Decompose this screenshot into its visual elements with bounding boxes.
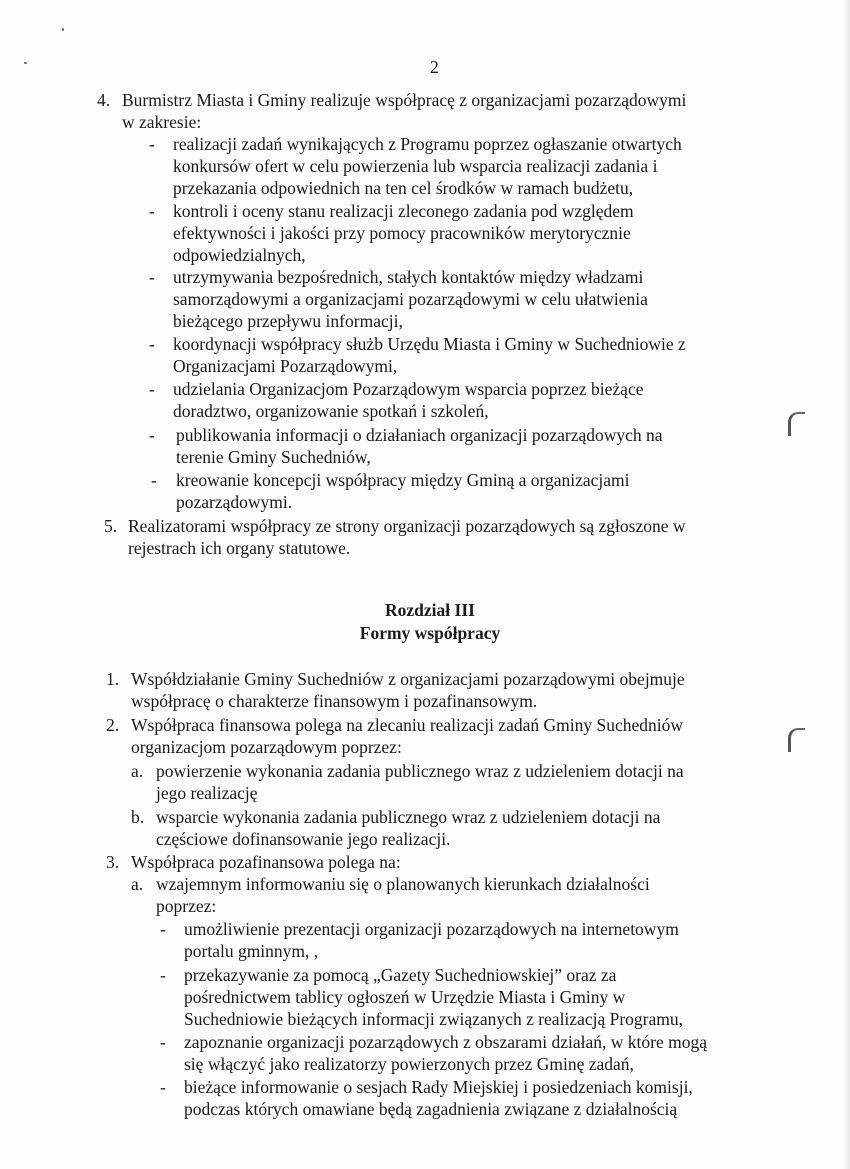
list-item-line: konkursów ofert w celu powierzenia lub wsparcia realizacji zadania i xyxy=(173,156,658,176)
list-item-line: umożliwienie prezentacji organizacji pozarządowych na internetowym xyxy=(184,919,679,939)
list-item-line: efektywności i jakości przy pomocy pracowników merytorycznie xyxy=(173,223,631,243)
page-number: 2 xyxy=(430,57,439,77)
dash-bullet: - xyxy=(149,201,155,221)
binder-hole-mark xyxy=(788,728,805,752)
paragraph-line: współpracę o charakterze finansowym i pozafinansowym. xyxy=(131,691,538,711)
dash-bullet: - xyxy=(149,334,155,354)
list-item-line: przekazania odpowiednich na ten cel środków w ramach budżetu, xyxy=(173,178,634,198)
list-item-line: jego realizację xyxy=(156,783,258,803)
list-item-line: wsparcie wykonania zadania publicznego wraz z udzieleniem dotacji na xyxy=(156,807,661,827)
paragraph-line: Realizatorami współpracy ze strony organizacji pozarządowych są zgłoszone w xyxy=(128,516,686,536)
list-item-line: odpowiedzialnych, xyxy=(173,245,306,265)
list-item-line: Organizacjami Pozarządowymi, xyxy=(173,356,398,376)
list-number: 4. xyxy=(97,90,111,110)
scan-speck xyxy=(24,62,27,64)
list-item-line: utrzymywania bezpośrednich, stałych kontaktów między władzami xyxy=(173,267,644,287)
list-item-line: doradztwo, organizowanie spotkań i szkoleń, xyxy=(173,401,489,421)
list-item-line: udzielania Organizacjom Pozarządowym wsparcia poprzez bieżące xyxy=(173,379,644,399)
list-item-line: Suchedniowie bieżących informacji związanych z realizacją Programu, xyxy=(184,1009,683,1029)
list-item-line: pozarządowymi. xyxy=(176,492,293,512)
list-letter: b. xyxy=(131,807,145,827)
paragraph-line: Współpraca pozafinansowa polega na: xyxy=(131,852,401,872)
list-item-line: koordynacji współpracy służb Urzędu Miasta i Gminy w Suchedniowie z xyxy=(173,334,686,354)
binder-hole-mark xyxy=(788,412,805,436)
list-item-line: realizacji zadań wynikających z Programu poprzez ogłaszanie otwartych xyxy=(173,134,682,154)
chapter-subtitle: Formy współpracy xyxy=(359,623,501,643)
chapter-title: Rozdział III xyxy=(385,600,475,620)
dash-bullet: - xyxy=(160,1077,166,1097)
list-item-line: częściowe dofinansowanie jego realizacji. xyxy=(156,829,451,849)
list-item-line: wzajemnym informowaniu się o planowanych kierunkach działalności xyxy=(156,874,650,894)
paragraph-line: organizacjom pozarządowym poprzez: xyxy=(131,737,402,757)
list-item-line: terenie Gminy Suchedniów, xyxy=(176,447,371,467)
dash-bullet: - xyxy=(151,470,157,490)
paragraph-line: Współpraca finansowa polega na zlecaniu realizacji zadań Gminy Suchedniów xyxy=(131,715,683,735)
dash-bullet: - xyxy=(149,267,155,287)
scan-speck xyxy=(62,28,64,31)
list-letter: a. xyxy=(131,874,144,894)
list-item-line: przekazywanie za pomocą „Gazety Suchedniowskiej” oraz za xyxy=(184,965,617,985)
list-number: 2. xyxy=(106,715,120,735)
list-item-line: powierzenie wykonania zadania publicznego wraz z udzieleniem dotacji na xyxy=(156,761,684,781)
list-letter: a. xyxy=(131,761,144,781)
paragraph-line: rejestrach ich organy statutowe. xyxy=(128,538,351,558)
paragraph-line: Współdziałanie Gminy Suchedniów z organizacjami pozarządowymi obejmuje xyxy=(131,669,685,689)
list-item-line: publikowania informacji o działaniach organizacji pozarządowych na xyxy=(176,425,663,445)
paragraph-line: Burmistrz Miasta i Gminy realizuje współpracę z organizacjami pozarządowymi xyxy=(122,90,687,110)
dash-bullet: - xyxy=(149,134,155,154)
list-item-line: podczas których omawiane będą zagadnienia związane z działalnością xyxy=(184,1099,678,1119)
dash-bullet: - xyxy=(160,965,166,985)
list-number: 5. xyxy=(104,516,118,536)
list-item-line: zapoznanie organizacji pozarządowych z obszarami działań, w które mogą xyxy=(184,1032,707,1052)
paragraph-line: w zakresie: xyxy=(122,112,202,132)
list-item-line: pośrednictwem tablicy ogłoszeń w Urzędzie Miasta i Gminy w xyxy=(184,987,626,1007)
list-item-line: bieżącego przepływu informacji, xyxy=(173,311,403,331)
list-item-line: samorządowymi a organizacjami pozarządowymi w celu ułatwienia xyxy=(173,289,648,309)
list-number: 1. xyxy=(106,669,120,689)
list-item-line: bieżące informowanie o sesjach Rady Miejskiej i posiedzeniach komisji, xyxy=(184,1077,693,1097)
dash-bullet: - xyxy=(149,425,155,445)
list-item-line: poprzez: xyxy=(156,896,217,916)
list-item-line: się włączyć jako realizatorzy powierzonych przez Gminę zadań, xyxy=(184,1054,634,1074)
list-item-line: kreowanie koncepcji współpracy między Gminą a organizacjami xyxy=(176,470,630,490)
list-number: 3. xyxy=(106,852,120,872)
list-item-line: kontroli i oceny stanu realizacji zleconego zadania pod względem xyxy=(173,201,634,221)
list-item-line: portalu gminnym, , xyxy=(184,941,319,961)
dash-bullet: - xyxy=(160,1032,166,1052)
dash-bullet: - xyxy=(160,919,166,939)
dash-bullet: - xyxy=(149,379,155,399)
